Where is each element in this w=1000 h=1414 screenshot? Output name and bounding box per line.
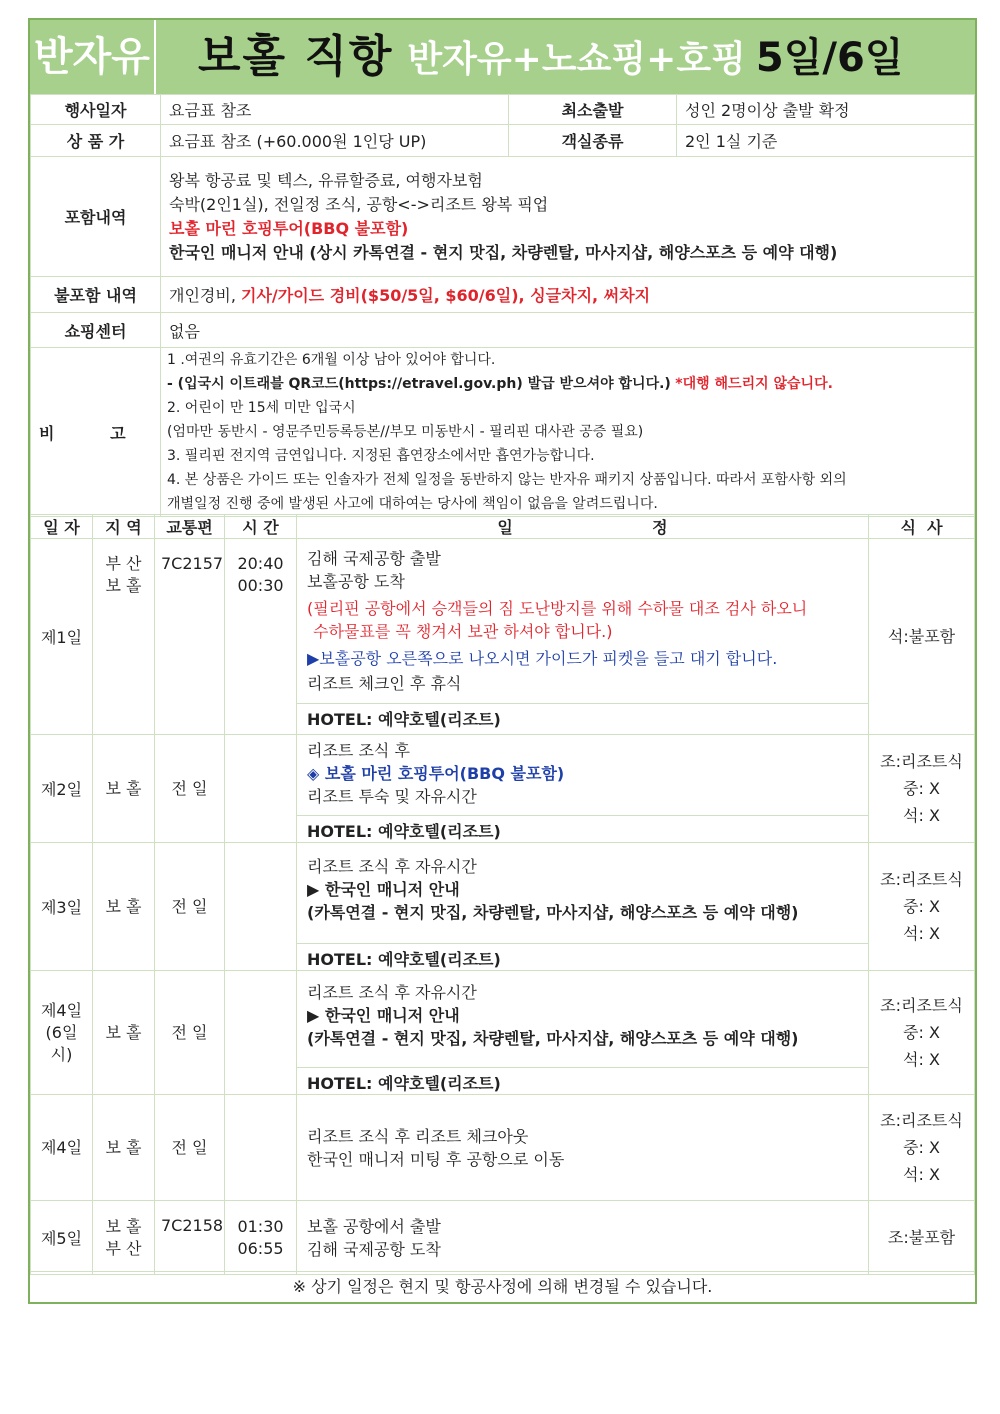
schedule-line: 김해 국제공항 출발	[307, 549, 441, 568]
col-area: 지 역	[93, 515, 155, 539]
day-cell: 제3일	[31, 843, 93, 971]
time-cell	[225, 735, 297, 843]
notes-label: 비 고	[31, 348, 161, 517]
page-title	[156, 20, 975, 94]
schedule-manager-detail: (카톡연결 - 현지 맛집, 차량렌탈, 마사지샵, 해양스포츠 등 예약 대행)	[307, 1029, 799, 1048]
time-depart: 20:40	[237, 554, 284, 573]
area-cell	[93, 1201, 155, 1275]
meal-breakfast: 조:리조트식	[880, 752, 963, 771]
table-row	[31, 971, 975, 1095]
meal-lunch: 중: X	[903, 897, 940, 916]
excluded-content	[161, 277, 975, 313]
flight-number: 7C2158	[155, 1201, 225, 1275]
note-2	[167, 372, 966, 396]
footnote: ※ 상기 일정은 현지 및 항공사정에 의해 변경될 수 있습니다.	[30, 1271, 975, 1302]
col-day: 일 자	[31, 515, 93, 539]
schedule-line: 리조트 조식 후 자유시간	[307, 857, 477, 876]
time-arrive: 00:30	[237, 576, 284, 595]
note-1: 1 .여권의 유효기간은 6개월 이상 남아 있어야 합니다.	[167, 352, 496, 368]
included-manager: 한국인 매니저 안내 (상시 카톡연결 - 현지 맛집, 차량렌탈, 마사지샵, 해양스포츠 등 예약 대행)	[169, 242, 838, 262]
area-cell: 보 홀	[93, 735, 155, 843]
area-from: 보 홀	[105, 1216, 142, 1236]
schedule-line: 리조트 조식 후 리조트 체크아웃	[307, 1126, 529, 1146]
meal-lunch: 중: X	[903, 1023, 940, 1042]
schedule-line: 리조트 체크인 후 휴식	[307, 674, 462, 693]
notes-content	[161, 348, 975, 517]
note-6: 4. 본 상품은 가이드 또는 인솔자가 전체 일정을 동반하지 않는 반자유 패키지 상품입니다. 따라서 포함사항 외의	[167, 472, 847, 488]
hotel-line: HOTEL: 예약호텔(리조트)	[297, 815, 868, 839]
area-cell	[93, 539, 155, 735]
meal-cell: 조:불포함	[869, 1201, 975, 1275]
schedule-cell	[297, 735, 869, 843]
hotel-line: HOTEL: 예약호텔(리조트)	[297, 1067, 868, 1091]
tour-type-tag: 반자유	[30, 20, 156, 94]
min-departure-label: 최소출발	[509, 95, 677, 125]
schedule-line: 한국인 매니저 미팅 후 공항으로 이동	[307, 1149, 565, 1169]
meal-cell	[869, 971, 975, 1095]
itinerary-header-row	[31, 515, 975, 539]
included-content	[161, 157, 975, 277]
transport-cell: 전 일	[155, 735, 225, 843]
table-row	[31, 539, 975, 735]
area-cell: 보 홀	[93, 971, 155, 1095]
price-value: 요금표 참조 (+60.000원 1인당 UP)	[161, 125, 509, 157]
schedule-manager: ▶ 한국인 매니저 안내	[307, 1006, 460, 1025]
note-2-qr: - (입국시 이트래블 QR코드(https://etravel.gov.ph) 발급 받으셔야 합니다.)	[167, 376, 671, 392]
transport-cell: 전 일	[155, 1095, 225, 1201]
schedule-line: 리조트 투숙 및 자유시간	[307, 787, 477, 806]
meal-breakfast: 조:리조트식	[880, 996, 963, 1015]
schedule-cell	[297, 971, 869, 1095]
schedule-cell	[297, 1095, 869, 1201]
day-cell: 제1일	[31, 539, 93, 735]
schedule-line: 김해 국제공항 도착	[307, 1239, 441, 1259]
schedule-warning: (필리핀 공항에서 승객들의 짐 도난방지를 위해 수하물 대조 검사 하오니	[307, 599, 808, 618]
time-cell	[225, 971, 297, 1095]
area-to: 부 산	[105, 1238, 142, 1258]
meal-cell	[869, 843, 975, 971]
room-label: 객실종류	[509, 125, 677, 157]
hotel-line: HOTEL: 예약호텔(리조트)	[297, 943, 868, 967]
area-to: 보 홀	[105, 576, 142, 595]
col-schedule: 일 정	[297, 515, 869, 539]
transport-cell: 전 일	[155, 843, 225, 971]
day-label: 제4일	[40, 1000, 83, 1020]
day-cell: 제5일	[31, 1201, 93, 1275]
meal-lunch: 중: X	[903, 1138, 940, 1157]
schedule-manager: ▶ 한국인 매니저 안내	[307, 880, 460, 899]
meal-breakfast: 조:리조트식	[880, 870, 963, 889]
departure-label: 행사일자	[31, 95, 161, 125]
shopping-value: 없음	[161, 313, 975, 348]
meal-lunch: 중: X	[903, 779, 940, 798]
schedule-cell	[297, 843, 869, 971]
schedule-line: 보홀공항 도착	[307, 572, 405, 591]
schedule-line: 보홀 공항에서 출발	[307, 1216, 441, 1236]
info-table	[30, 94, 975, 517]
hotel-line: HOTEL: 예약호텔(리조트)	[297, 703, 868, 727]
title-banner	[30, 20, 975, 95]
room-value: 2인 1실 기준	[677, 125, 975, 157]
excluded-label: 불포함 내역	[31, 277, 161, 313]
itinerary-table	[30, 514, 975, 1275]
col-meal: 식 사	[869, 515, 975, 539]
included-hopping: 보홀 마린 호핑투어(BBQ 불포함)	[169, 218, 409, 238]
included-line-2: 숙박(2인1실), 전일정 조식, 공항<->리조트 왕복 픽업	[169, 194, 549, 214]
transport-cell: 전 일	[155, 971, 225, 1095]
meal-dinner: 석: X	[903, 806, 940, 825]
shopping-label: 쇼핑센터	[31, 313, 161, 348]
title-sub: 반자유+노쇼핑+호핑	[407, 39, 746, 80]
schedule-line: 리조트 조식 후 자유시간	[307, 983, 477, 1002]
meal-cell	[869, 1095, 975, 1201]
day-cell	[31, 971, 93, 1095]
note-2-warning: *대행 해드리지 않습니다.	[675, 376, 833, 392]
meal-dinner: 석: X	[903, 924, 940, 943]
area-cell: 보 홀	[93, 1095, 155, 1201]
time-cell	[225, 1201, 297, 1275]
meal-cell: 석:불포함	[869, 539, 975, 735]
day-cell: 제4일	[31, 1095, 93, 1201]
included-label: 포함내역	[31, 157, 161, 277]
schedule-cell	[297, 539, 869, 735]
excluded-plain: 개인경비,	[169, 286, 236, 305]
min-departure-value: 성인 2명이상 출발 확정	[677, 95, 975, 125]
table-row	[31, 843, 975, 971]
col-transport: 교통편	[155, 515, 225, 539]
time-arrive: 06:55	[237, 1238, 284, 1258]
meal-dinner: 석: X	[903, 1165, 940, 1184]
schedule-hopping: ◈ 보홀 마린 호핑투어(BBQ 불포함)	[307, 764, 565, 783]
flight-number: 7C2157	[155, 539, 225, 735]
time-cell	[225, 1095, 297, 1201]
note-3: 2. 어린이 만 15세 미만 입국시	[167, 400, 356, 416]
time-depart: 01:30	[237, 1216, 284, 1236]
table-row	[31, 1201, 975, 1275]
note-7: 개별일정 진행 중에 발생된 사고에 대하여는 당사에 책임이 없음을 알려드립니다.	[167, 496, 658, 512]
day-cell: 제2일	[31, 735, 93, 843]
excluded-fees: 기사/가이드 경비($50/5일, $60/6일), 싱글차지, 써차지	[241, 286, 651, 305]
meal-dinner: 석: X	[903, 1050, 940, 1069]
departure-value: 요금표 참조	[161, 95, 509, 125]
schedule-manager-detail: (카톡연결 - 현지 맛집, 차량렌탈, 마사지샵, 해양스포츠 등 예약 대행)	[307, 903, 799, 922]
note-4: (엄마만 동반시 - 영문주민등록등본//부모 미동반시 - 필리핀 대사관 공증 필요)	[167, 424, 644, 440]
table-row	[31, 735, 975, 843]
meal-breakfast: 조:리조트식	[880, 1111, 963, 1130]
title-days: 5일/6일	[755, 35, 904, 81]
schedule-guide-note: ▶보홀공항 오른쪽으로 나오시면 가이드가 피켓을 들고 대기 합니다.	[307, 649, 778, 668]
included-line-1: 왕복 항공료 및 텍스, 유류할증료, 여행자보험	[169, 170, 483, 190]
col-time: 시 간	[225, 515, 297, 539]
area-cell: 보 홀	[93, 843, 155, 971]
schedule-warning: 수하물표를 꼭 챙겨서 보관 하셔야 합니다.)	[313, 622, 613, 641]
day-sub-label: (6일시)	[45, 1022, 78, 1064]
meal-cell	[869, 735, 975, 843]
itinerary-sheet	[28, 18, 977, 1304]
title-main: 보홀 직항	[198, 31, 394, 82]
price-label: 상 품 가	[31, 125, 161, 157]
time-cell	[225, 843, 297, 971]
schedule-line: 리조트 조식 후	[307, 741, 410, 760]
table-row	[31, 1095, 975, 1201]
note-5: 3. 필리핀 전지역 금연입니다. 지정된 흡연장소에서만 흡연가능합니다.	[167, 448, 595, 464]
time-cell	[225, 539, 297, 735]
schedule-cell	[297, 1201, 869, 1275]
area-from: 부 산	[105, 554, 142, 573]
